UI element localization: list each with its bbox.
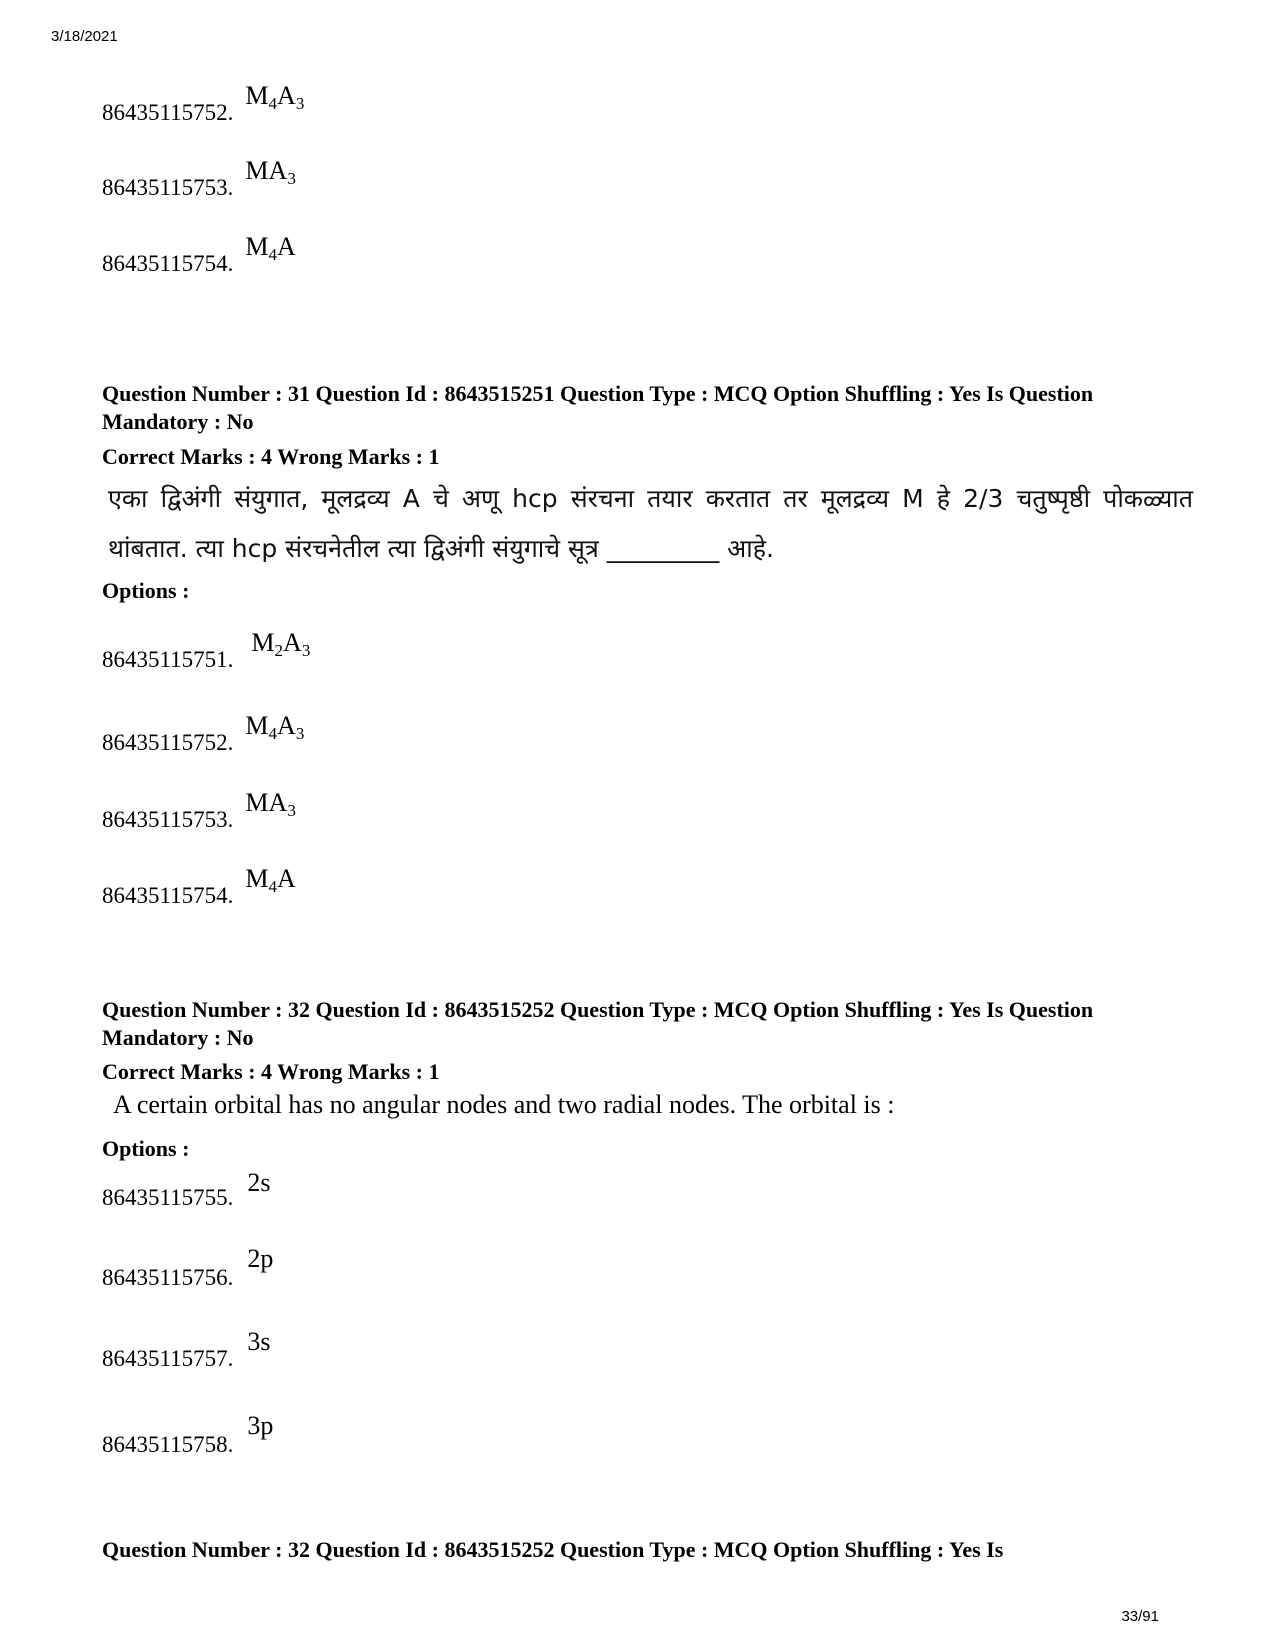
option-id: 86435115756.	[102, 1265, 234, 1290]
question-text: A certain orbital has no angular nodes and two radial nodes. The orbital is :	[113, 1090, 895, 1119]
question-marks: Correct Marks : 4 Wrong Marks : 1	[102, 444, 440, 469]
option-row	[102, 156, 296, 205]
option-row	[102, 1244, 274, 1292]
option-row	[102, 864, 296, 913]
option-id: 86435115752.	[102, 100, 234, 125]
option-id: 86435115755.	[102, 1185, 234, 1210]
option-row	[102, 232, 296, 281]
option-id: 86435115753.	[102, 807, 234, 832]
question-text: एका द्विअंगी संयुगात, मूलद्रव्य A चे अणू hcp संरचना तयार करतात तर मूलद्रव्य M हे 2/3 चतुष्पृष्ठी पोकळ्यात थांबतात. त्या hcp संरचनेतील त्या द्विअंगी संयुगाचे सूत्र _________ आहे.	[108, 484, 1193, 563]
option-row	[102, 1327, 271, 1373]
option-value: 2s	[247, 1168, 271, 1197]
option-formula: $MA_3$	[245, 156, 296, 188]
option-id: 86435115753.	[102, 175, 234, 200]
page-number: 33/91	[1121, 1608, 1159, 1625]
option-value: 3s	[247, 1327, 271, 1356]
question-header: Question Number : 31 Question Id : 8643515251 Question Type : MCQ Option Shuffling : Yes Is Question Mandatory : No	[102, 381, 1094, 434]
option-id: 86435115752.	[102, 730, 234, 755]
option-formula: $MA_3$	[245, 788, 296, 820]
option-id: 86435115757.	[102, 1346, 234, 1371]
option-row	[102, 711, 305, 760]
option-formula: $M_4A_3$	[245, 81, 305, 113]
option-row	[102, 1411, 274, 1459]
print-date: 3/18/2021	[51, 28, 118, 45]
question-marks: Correct Marks : 4 Wrong Marks : 1	[102, 1059, 440, 1084]
option-formula: $M_4A$	[245, 864, 296, 896]
option-formula: $M_4A$	[245, 232, 296, 264]
option-value: 2p	[247, 1244, 274, 1273]
option-id: 86435115754.	[102, 883, 234, 908]
option-row	[102, 1168, 271, 1212]
option-row	[102, 81, 305, 130]
option-row	[102, 628, 311, 677]
option-id: 86435115758.	[102, 1432, 234, 1457]
option-value: 3p	[247, 1411, 274, 1440]
options-label: Options :	[102, 578, 190, 603]
option-id: 86435115751.	[102, 647, 234, 672]
question-header: Question Number : 32 Question Id : 8643515252 Question Type : MCQ Option Shuffling : Yes Is	[102, 1537, 1004, 1562]
option-formula: $M_4A_3$	[245, 711, 305, 743]
question-header: Question Number : 32 Question Id : 8643515252 Question Type : MCQ Option Shuffling : Yes Is Question Mandatory : No	[102, 997, 1094, 1050]
option-row	[102, 788, 296, 837]
options-label: Options :	[102, 1136, 190, 1161]
option-formula: $M_2A_3$	[251, 628, 311, 660]
option-id: 86435115754.	[102, 251, 234, 276]
